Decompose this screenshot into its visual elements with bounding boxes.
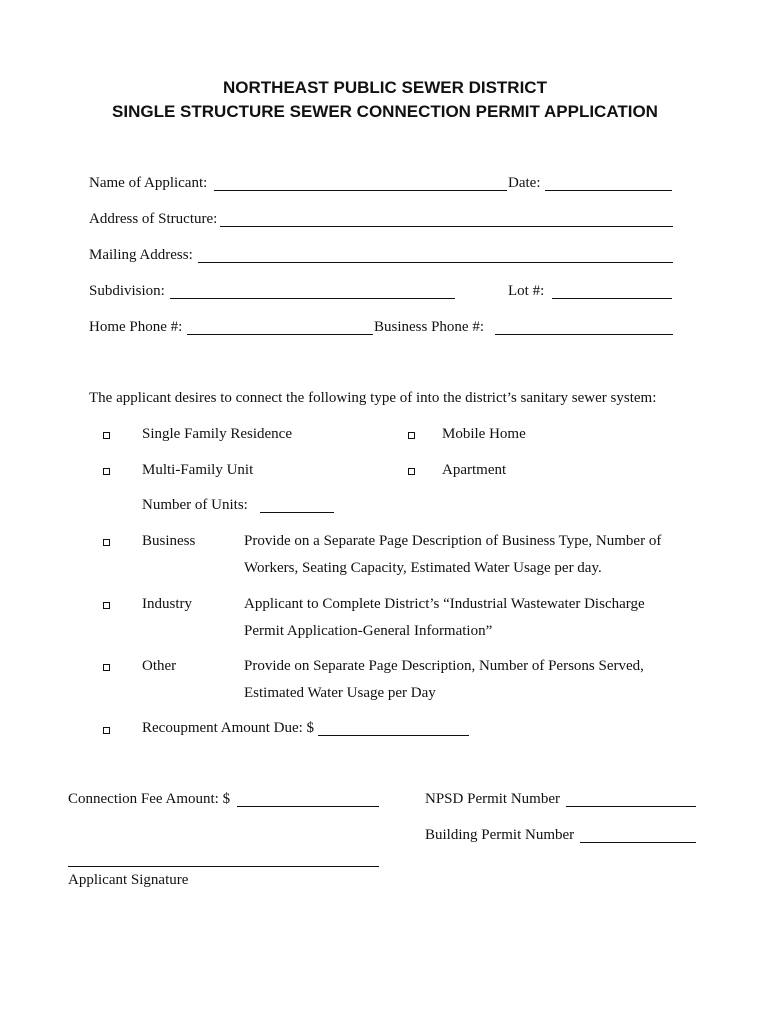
other-label: Other <box>142 658 177 674</box>
subdivision-label: Subdivision: <box>89 283 165 299</box>
number-of-units-field[interactable] <box>260 512 334 513</box>
lot-label: Lot #: <box>508 283 545 299</box>
apartment-label: Apartment <box>442 462 507 478</box>
single-family-label: Single Family Residence <box>142 426 292 442</box>
apartment-checkbox[interactable] <box>408 468 415 475</box>
other-checkbox[interactable] <box>103 664 110 671</box>
connection-type-intro: The applicant desires to connect the following type of into the district’s sanitary sewer system: <box>89 390 657 406</box>
industry-checkbox[interactable] <box>103 602 110 609</box>
recoupment-label: Recoupment Amount Due: $ <box>142 720 315 736</box>
business-checkbox[interactable] <box>103 539 110 546</box>
business-label: Business <box>142 533 196 549</box>
industry-label: Industry <box>142 596 192 612</box>
other-description-line-1: Provide on Separate Page Description, Number of Persons Served, <box>244 658 644 674</box>
mobile-home-label: Mobile Home <box>442 426 526 442</box>
multi-family-label: Multi-Family Unit <box>142 462 254 478</box>
industry-description-line-2: Permit Application-General Information” <box>244 623 493 639</box>
single-family-checkbox[interactable] <box>103 432 110 439</box>
mobile-home-checkbox[interactable] <box>408 432 415 439</box>
address-of-structure-label: Address of Structure: <box>89 211 218 227</box>
business-description-line-1: Provide on a Separate Page Description of Business Type, Number of <box>244 533 662 549</box>
applicant-signature-field[interactable] <box>68 866 379 867</box>
subdivision-field[interactable] <box>170 298 455 299</box>
industry-description-line-1: Applicant to Complete District’s “Industrial Wastewater Discharge <box>244 596 645 612</box>
date-label: Date: <box>508 175 541 191</box>
building-permit-field[interactable] <box>580 842 696 843</box>
address-of-structure-field[interactable] <box>220 226 673 227</box>
business-phone-label: Business Phone #: <box>374 319 485 335</box>
recoupment-field[interactable] <box>318 735 469 736</box>
multi-family-checkbox[interactable] <box>103 468 110 475</box>
mailing-address-label: Mailing Address: <box>89 247 193 263</box>
date-field[interactable] <box>545 190 672 191</box>
name-of-applicant-label: Name of Applicant: <box>89 175 208 191</box>
mailing-address-field[interactable] <box>198 262 673 263</box>
home-phone-label: Home Phone #: <box>89 319 183 335</box>
connection-fee-label: Connection Fee Amount: $ <box>68 791 231 807</box>
connection-fee-field[interactable] <box>237 806 379 807</box>
lot-field[interactable] <box>552 298 672 299</box>
business-phone-field[interactable] <box>495 334 673 335</box>
npsd-permit-field[interactable] <box>566 806 696 807</box>
recoupment-checkbox[interactable] <box>103 727 110 734</box>
npsd-permit-label: NPSD Permit Number <box>425 791 560 807</box>
home-phone-field[interactable] <box>187 334 373 335</box>
form-title-line-2: SINGLE STRUCTURE SEWER CONNECTION PERMIT APPLICATION <box>112 102 658 121</box>
name-of-applicant-field[interactable] <box>214 190 507 191</box>
other-description-line-2: Estimated Water Usage per Day <box>244 685 436 701</box>
business-description-line-2: Workers, Seating Capacity, Estimated Water Usage per day. <box>244 560 602 576</box>
applicant-signature-label: Applicant Signature <box>68 872 189 888</box>
building-permit-label: Building Permit Number <box>425 827 575 843</box>
number-of-units-label: Number of Units: <box>142 497 248 513</box>
form-title-line-1: NORTHEAST PUBLIC SEWER DISTRICT <box>223 78 547 97</box>
